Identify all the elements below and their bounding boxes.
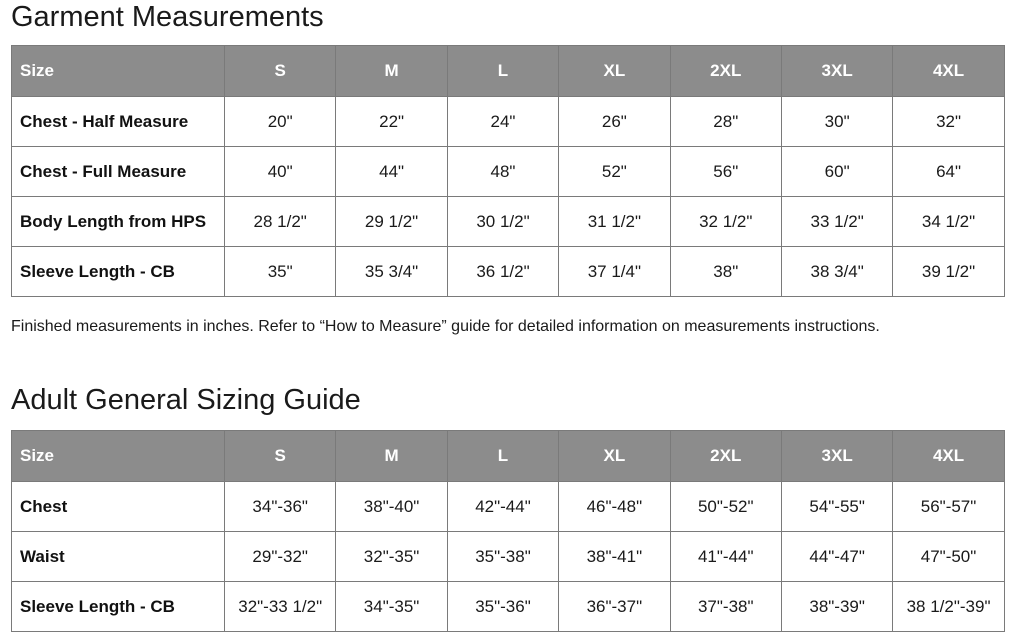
table-cell: 37"-38": [670, 582, 781, 632]
header-cell-3xl: 3XL: [781, 46, 892, 97]
table-cell: 34"-35": [336, 582, 447, 632]
header-cell-s: S: [225, 46, 336, 97]
header-cell-size: Size: [12, 431, 225, 482]
table-cell: 54"-55": [781, 482, 892, 532]
table-cell: 48": [447, 147, 558, 197]
table-cell: 39 1/2": [893, 247, 1004, 297]
row-label: Chest - Full Measure: [12, 147, 225, 197]
table-cell: 42"-44": [447, 482, 558, 532]
header-cell-m: M: [336, 431, 447, 482]
garment-measurements-title: Garment Measurements: [11, 1, 324, 33]
table-cell: 44": [336, 147, 447, 197]
table-cell: 29"-32": [225, 532, 336, 582]
table-cell: 37 1/4": [559, 247, 670, 297]
table-cell: 38"-41": [559, 532, 670, 582]
table-cell: 32 1/2": [670, 197, 781, 247]
table-header-row: [12, 431, 1005, 482]
row-label: Waist: [12, 532, 225, 582]
table-cell: 41"-44": [670, 532, 781, 582]
header-cell-l: L: [447, 46, 558, 97]
adult-sizing-guide-table: [11, 430, 1005, 632]
adult-sizing-guide-title: Adult General Sizing Guide: [11, 384, 361, 416]
table-cell: 56": [670, 147, 781, 197]
table-cell: 24": [447, 97, 558, 147]
table-cell: 34 1/2": [893, 197, 1004, 247]
table-cell: 60": [781, 147, 892, 197]
table-cell: 35"-38": [447, 532, 558, 582]
table-row: [12, 582, 1005, 632]
header-cell-size: Size: [12, 46, 225, 97]
table-cell: 35": [225, 247, 336, 297]
table-row: [12, 247, 1005, 297]
table-cell: 38 1/2"-39": [893, 582, 1004, 632]
table-cell: 47"-50": [893, 532, 1004, 582]
table-cell: 26": [559, 97, 670, 147]
header-cell-4xl: 4XL: [893, 46, 1004, 97]
table-cell: 44"-47": [781, 532, 892, 582]
row-label: Sleeve Length - CB: [12, 582, 225, 632]
header-cell-s: S: [225, 431, 336, 482]
row-label: Chest: [12, 482, 225, 532]
table-cell: 64": [893, 147, 1004, 197]
table-cell: 20": [225, 97, 336, 147]
table-cell: 32"-33 1/2": [225, 582, 336, 632]
table-cell: 46"-48": [559, 482, 670, 532]
header-cell-2xl: 2XL: [670, 431, 781, 482]
table-cell: 38"-39": [781, 582, 892, 632]
table-cell: 38": [670, 247, 781, 297]
table-cell: 29 1/2": [336, 197, 447, 247]
table-cell: 50"-52": [670, 482, 781, 532]
table-cell: 35"-36": [447, 582, 558, 632]
header-cell-l: L: [447, 431, 558, 482]
table-cell: 28 1/2": [225, 197, 336, 247]
table-cell: 28": [670, 97, 781, 147]
table-cell: 40": [225, 147, 336, 197]
table-cell: 36"-37": [559, 582, 670, 632]
header-cell-xl: XL: [559, 431, 670, 482]
table-cell: 32": [893, 97, 1004, 147]
table-cell: 31 1/2": [559, 197, 670, 247]
table-cell: 34"-36": [225, 482, 336, 532]
table-row: [12, 147, 1005, 197]
table-row: [12, 97, 1005, 147]
measurement-note: Finished measurements in inches. Refer to “How to Measure” guide for detailed information on measurements instructions.: [11, 318, 880, 335]
table-cell: 38"-40": [336, 482, 447, 532]
garment-measurements-table: [11, 45, 1005, 297]
row-label: Sleeve Length - CB: [12, 247, 225, 297]
table-row: [12, 532, 1005, 582]
header-cell-3xl: 3XL: [781, 431, 892, 482]
table-cell: 33 1/2": [781, 197, 892, 247]
table-cell: 30": [781, 97, 892, 147]
header-cell-4xl: 4XL: [893, 431, 1004, 482]
table-cell: 30 1/2": [447, 197, 558, 247]
table-row: [12, 482, 1005, 532]
table-cell: 56"-57": [893, 482, 1004, 532]
table-header-row: [12, 46, 1005, 97]
header-cell-m: M: [336, 46, 447, 97]
table-row: [12, 197, 1005, 247]
table-cell: 52": [559, 147, 670, 197]
table-cell: 32"-35": [336, 532, 447, 582]
row-label: Chest - Half Measure: [12, 97, 225, 147]
table-cell: 36 1/2": [447, 247, 558, 297]
table-cell: 22": [336, 97, 447, 147]
table-cell: 38 3/4": [781, 247, 892, 297]
row-label: Body Length from HPS: [12, 197, 225, 247]
table-cell: 35 3/4": [336, 247, 447, 297]
header-cell-2xl: 2XL: [670, 46, 781, 97]
header-cell-xl: XL: [559, 46, 670, 97]
